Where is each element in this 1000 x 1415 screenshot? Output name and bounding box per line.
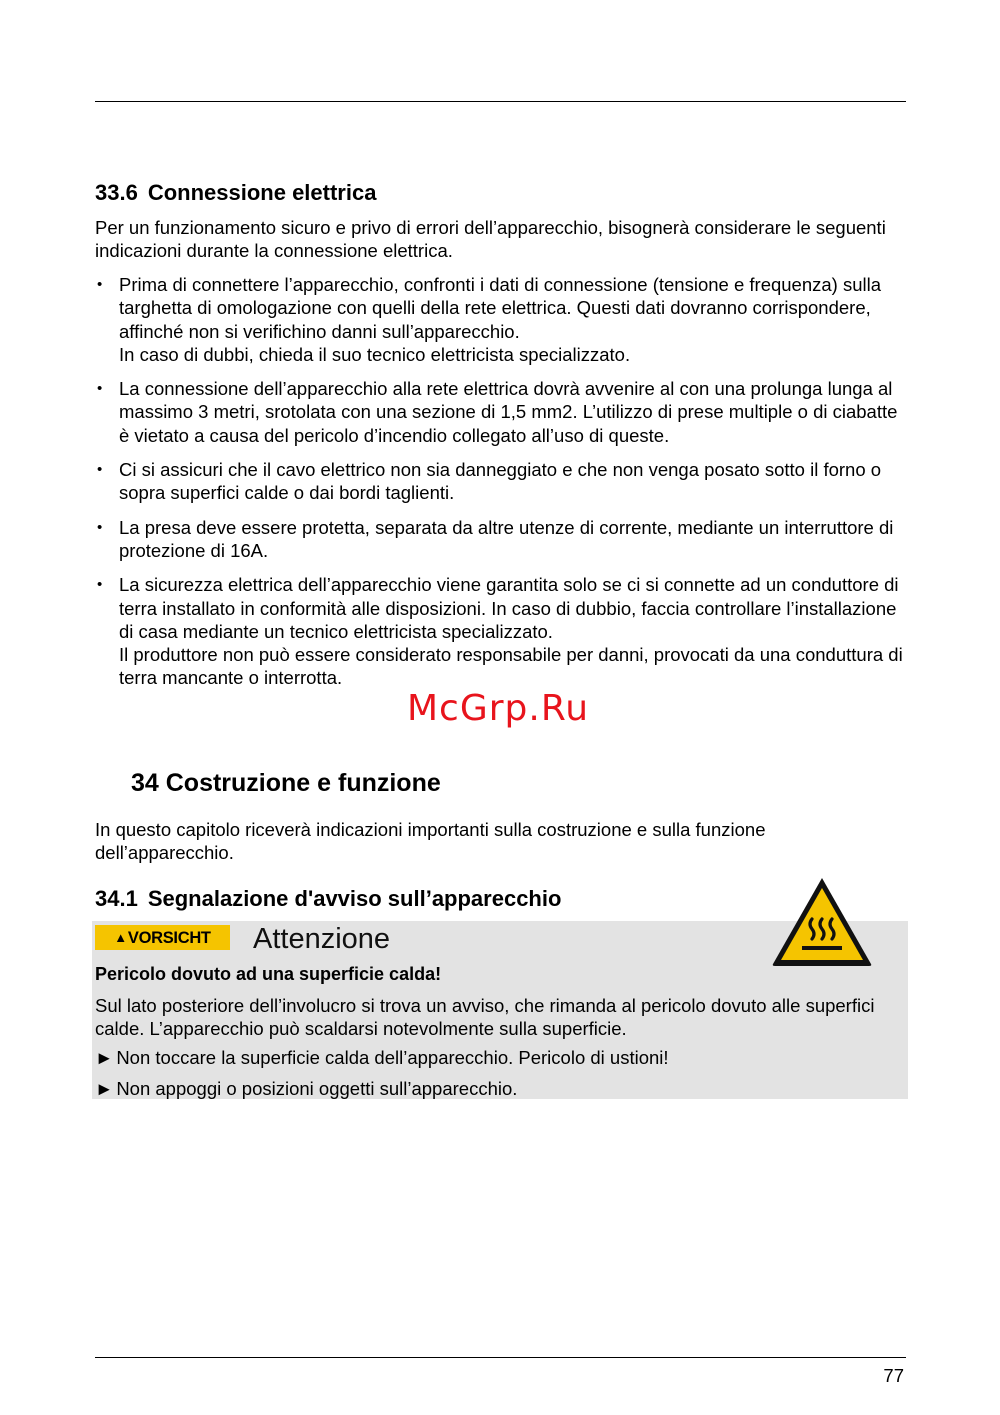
list-item: • La connessione dell’apparecchio alla rete elettrica dovrà avvenire al con una prolunga lunga al massimo 3 metri, srotolata con una sezione di 1,5 mm2. L’utilizzo di prese multiple o di ciabatte è vietato a causa del pericolo d’incendio collegato all’uso di queste.: [97, 378, 898, 446]
list-item: • La sicurezza elettrica dell’apparecchio viene garantita solo se ci si connette ad un conduttore di terra installato in conformità alle disposizioni. In caso di dubbio, faccia controllare l’installazione di casa mediante un tecnico elettricista specializzato. Il produttore non può essere considerato responsabile per danni, provocati da una conduttura di terra mancante o interrotta.: [97, 574, 903, 689]
chapter-34-intro: In questo capitolo riceverà indicazioni importanti sulla costruzione e sulla funzione dell’apparecchio.: [95, 819, 766, 864]
vorsicht-badge: ▲VORSICHT: [95, 925, 230, 950]
hot-surface-warning-icon: [770, 876, 874, 968]
list-item: • Ci si assicuri che il cavo elettrico non sia danneggiato e che non venga posato sotto il forno o sopra superfici calde o dai bordi taglienti.: [97, 459, 882, 504]
section-34-1-heading: 34.1 Segnalazione d'avviso sull’apparecchio: [95, 886, 562, 911]
footer-rule: [95, 1357, 906, 1358]
section-33-6-intro: Per un funzionamento sicuro e privo di errori dell’apparecchio, bisognerà considerare le seguenti indicazioni durante la connessione elettrica.: [95, 217, 886, 262]
arrow-right-icon: ►: [95, 1078, 114, 1099]
warning-title: Attenzione: [253, 923, 391, 955]
watermark: McGrp.Ru: [407, 688, 590, 729]
list-item: • Prima di connettere l’apparecchio, confronti i dati di connessione (tensione e frequenza) sulla targhetta di omologazione con quelli della rete elettrica. Questi dati dovranno corrispondere, affinché non si verifichino danni sull’apparecchio. In caso di dubbi, chieda il suo tecnico elettricista specializzato.: [97, 274, 882, 365]
list-item: • La presa deve essere protetta, separata da altre utenze di corrente, mediante un interruttore di protezione di 16A.: [97, 516, 894, 561]
warning-text: Sul lato posteriore dell’involucro si trova un avviso, che rimanda al pericolo dovuto alle superfici calde. L’apparecchio può scaldarsi notevolmente sulla superficie.: [95, 995, 875, 1040]
page-number: 77: [883, 1365, 904, 1386]
warning-heading: Pericolo dovuto ad una superficie calda!: [95, 964, 442, 984]
warning-action: ► Non toccare la superficie calda dell’apparecchio. Pericolo di ustioni!: [95, 1047, 669, 1068]
chapter-34-heading: 34 Costruzione e funzione: [131, 769, 441, 797]
section-33-6-heading: 33.6 Connessione elettrica: [95, 180, 377, 205]
warning-action: ► Non appoggi o posizioni oggetti sull’apparecchio.: [95, 1078, 518, 1099]
arrow-right-icon: ►: [95, 1047, 114, 1068]
warning-triangle-icon: ▲: [114, 930, 127, 945]
connection-bullet-list: [95, 273, 906, 701]
header-rule: [95, 101, 906, 102]
